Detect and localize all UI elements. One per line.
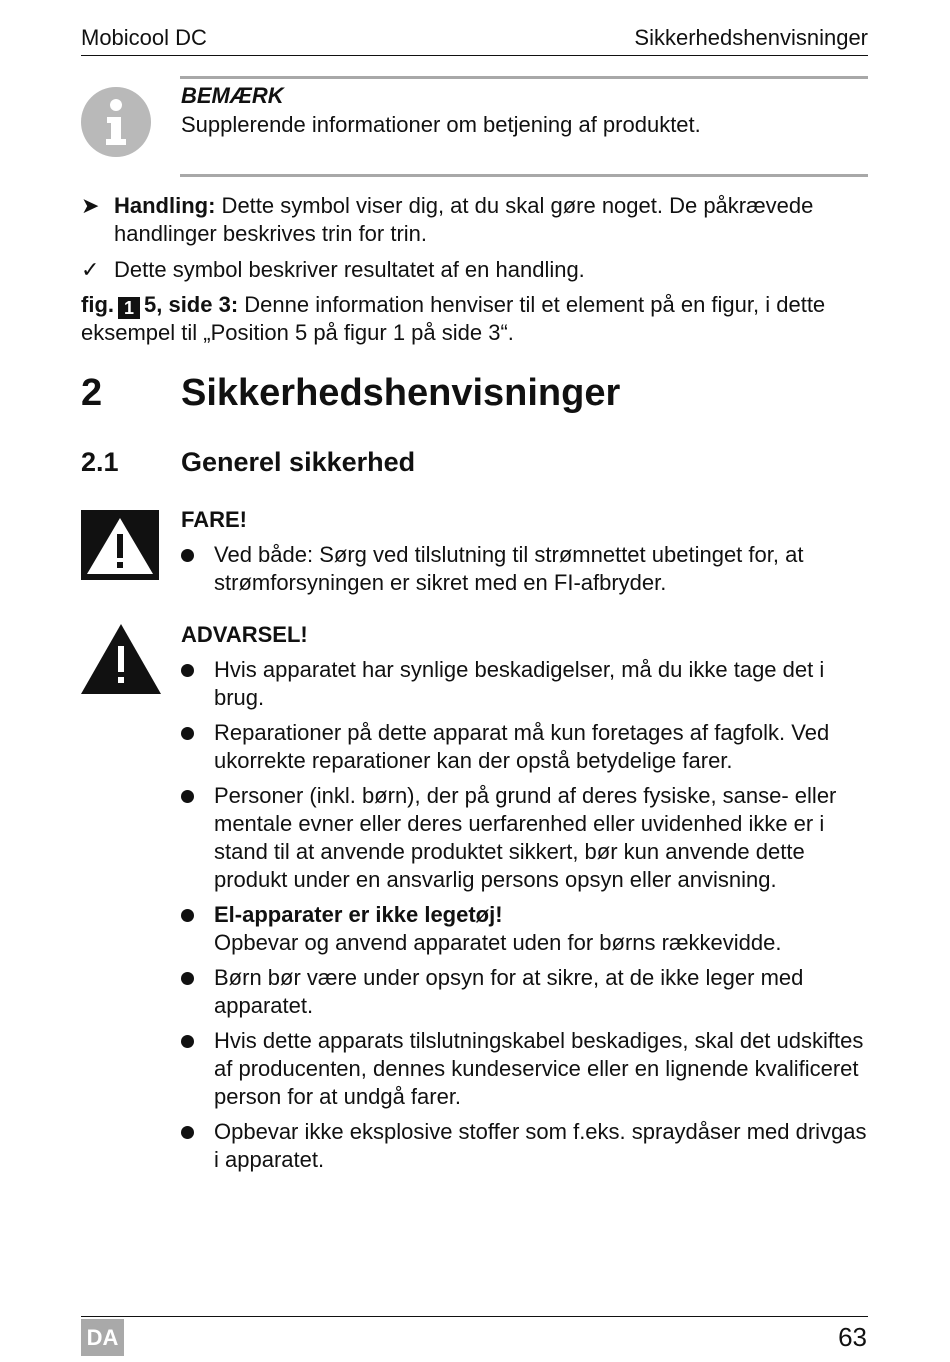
action-text: Dette symbol viser dig, at du skal gøre noget. De påkrævede handlinger beskrives trin for trin.	[114, 193, 814, 246]
running-header-product: Mobicool DC	[81, 25, 207, 50]
warning-triangle-icon	[81, 624, 161, 700]
list-item-text: Opbevar og anvend apparatet uden for børns rækkevidde.	[214, 930, 782, 955]
list-item	[181, 719, 868, 775]
danger-title: FARE!	[181, 507, 247, 532]
bullet-icon	[181, 909, 194, 922]
action-label: Handling:	[114, 193, 216, 218]
list-item-text: Reparationer på dette apparat må kun foretages af fagfolk. Ved ukorrekte reparationer kan der opstå betydelige farer.	[214, 720, 830, 773]
subsection-title: Generel sikkerhed	[181, 447, 416, 477]
list-item-text: Børn bør være under opsyn for at sikre, at de ikke leger med apparatet.	[214, 965, 804, 1018]
info-icon	[81, 87, 151, 157]
footer-divider	[81, 1316, 868, 1317]
note-top-rule	[180, 76, 868, 79]
bullet-icon	[181, 790, 194, 803]
bullet-icon	[181, 727, 194, 740]
list-item	[181, 964, 868, 1020]
section-title: Sikkerhedshenvisninger	[181, 372, 621, 414]
list-item	[181, 782, 868, 894]
language-badge: DA	[81, 1319, 124, 1356]
page-number: 63	[838, 1322, 867, 1352]
fig-suffix: 5, side 3:	[144, 292, 239, 317]
danger-icon	[81, 510, 159, 586]
fig-text: Denne information henviser til et element på en figur, i dette eksempel til „Position 5 på figur 1 på side 3“.	[81, 292, 826, 345]
figure-number-box: 1	[118, 297, 140, 319]
note-text: Supplerende informationer om betjening af produktet.	[181, 112, 701, 137]
figure-reference	[81, 291, 868, 347]
result-text: Dette symbol beskriver resultatet af en handling.	[114, 257, 585, 282]
arrow-marker-icon: ➤	[81, 193, 100, 218]
result-instruction	[81, 256, 868, 284]
list-item-text: Hvis dette apparats tilslutningskabel beskadiges, skal det udskiftes af producenten, dennes kundeservice eller en lignende kvalificeret person for at undgå farer.	[214, 1028, 864, 1109]
list-item	[181, 541, 868, 597]
list-item-bold-title: El-apparater er ikke legetøj!	[214, 902, 503, 927]
fig-prefix: fig.	[81, 292, 114, 317]
bullet-icon	[181, 549, 194, 562]
list-item	[181, 656, 868, 712]
note-bottom-rule	[180, 174, 868, 177]
bullet-icon	[181, 664, 194, 677]
list-item	[181, 1118, 868, 1174]
list-item-text: Hvis apparatet har synlige beskadigelser, må du ikke tage det i brug.	[214, 657, 825, 710]
note-title: BEMÆRK	[181, 83, 284, 108]
warning-list	[181, 656, 868, 1181]
section-number: 2	[81, 372, 103, 414]
list-item	[181, 1027, 868, 1111]
header-divider	[81, 55, 868, 56]
list-item-text: Personer (inkl. børn), der på grund af deres fysiske, sanse- eller mentale evner eller deres uerfarenhed eller uvidenhed ikke er i stand til at anvende produktet sikkert, bør kun anvende dette produkt under en ansvarlig persons opsyn eller anvisning.	[214, 783, 837, 892]
action-instruction	[81, 192, 868, 248]
list-item-text: Ved både: Sørg ved tilslutning til strømnettet ubetinget for, at strømforsyningen er sikret med en FI-afbryder.	[214, 542, 804, 595]
bullet-icon	[181, 1126, 194, 1139]
bullet-icon	[181, 1035, 194, 1048]
warning-title: ADVARSEL!	[181, 622, 308, 647]
list-item-text: Opbevar ikke eksplosive stoffer som f.eks. spraydåser med drivgas i apparatet.	[214, 1119, 867, 1172]
danger-list	[181, 541, 868, 604]
checkmark-icon: ✓	[81, 257, 100, 282]
list-item	[181, 901, 868, 957]
subsection-number: 2.1	[81, 447, 119, 477]
running-header-section: Sikkerhedshenvisninger	[634, 25, 868, 50]
bullet-icon	[181, 972, 194, 985]
